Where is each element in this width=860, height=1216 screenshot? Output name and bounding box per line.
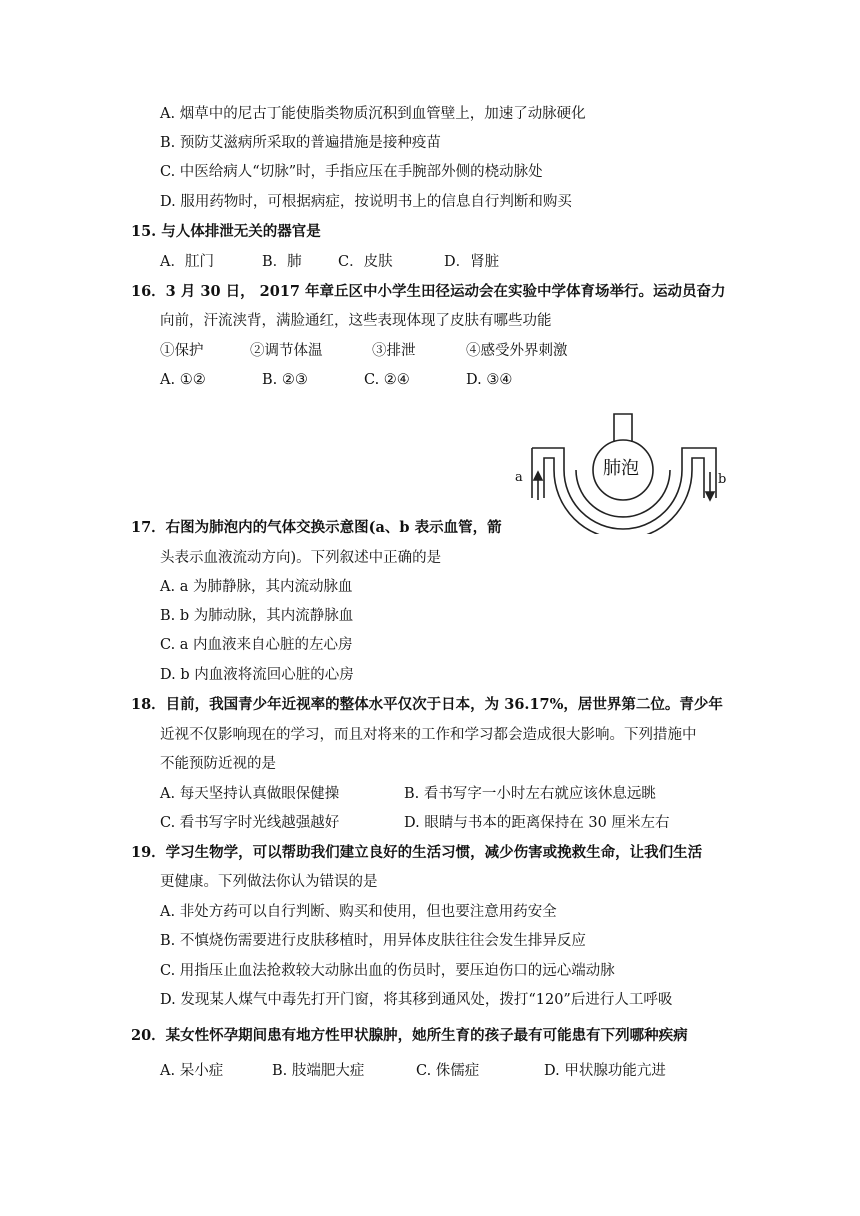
q20-option-c: C. 侏儒症 <box>416 1063 480 1079</box>
q18-option-b: B. 看书写字一小时左右就应该休息远眺 <box>404 786 656 802</box>
q14-option-b: B. 预防艾滋病所采取的普遍措施是接种疫苗 <box>160 135 441 151</box>
q17-stem-line1: 17．右图为肺泡内的气体交换示意图(a、b 表示血管，箭 <box>131 519 502 536</box>
q17-option-b: B. b 为肺动脉，其内流静脉血 <box>160 608 354 624</box>
q18-stem-line3: 不能预防近视的是 <box>160 756 276 772</box>
q17-option-c: C. a 内血液来自心脏的左心房 <box>160 637 353 653</box>
q20-option-b: B. 肢端肥大症 <box>272 1063 365 1079</box>
q20-stem: 20．某女性怀孕期间患有地方性甲状腺肿，她所生育的孩子最有可能患有下列哪种疾病 <box>131 1027 688 1044</box>
q16-stem-line1: 16．3 月 30 日， 2017 年章丘区中小学生田径运动会在实验中学体育场举行。运动员奋力 <box>131 283 726 300</box>
q15-option-c: C．皮肤 <box>338 254 393 270</box>
q17-option-d: D. b 内血液将流回心脏的心房 <box>160 667 354 683</box>
q14-option-d: D. 服用药物时，可根据病症，按说明书上的信息自行判断和购买 <box>160 194 572 210</box>
alveolus-label: 肺泡 <box>603 458 639 479</box>
q14-option-a: A. 烟草中的尼古丁能使脂类物质沉积到血管壁上，加速了动脉硬化 <box>160 106 586 122</box>
q16-stem-line2: 向前，汗流浃背，满脸通红，这些表现体现了皮肤有哪些功能 <box>160 313 552 329</box>
q16-option-c: C. ②④ <box>364 372 410 388</box>
q18-option-a: A. 每天坚持认真做眼保健操 <box>160 786 340 802</box>
q18-option-d: D. 眼睛与书本的距离保持在 30 厘米左右 <box>404 815 670 831</box>
alveolus-gas-exchange-diagram <box>510 408 732 534</box>
vessel-b-label: b <box>718 472 727 487</box>
q18-stem-line2: 近视不仅影响现在的学习，而且对将来的工作和学习都会造成很大影响。下列措施中 <box>160 727 697 743</box>
q14-option-c: C. 中医给病人“切脉”时，手指应压在手腕部外侧的桡动脉处 <box>160 164 543 180</box>
q16-option-d: D. ③④ <box>466 372 513 388</box>
q18-option-c: C. 看书写字时光线越强越好 <box>160 815 340 831</box>
q19-stem-line2: 更健康。下列做法你认为错误的是 <box>160 874 378 890</box>
q20-option-a: A. 呆小症 <box>160 1063 224 1079</box>
q19-option-c: C. 用指压止血法抢救较大动脉出血的伤员时，要压迫伤口的远心端动脉 <box>160 963 615 979</box>
q15-option-d: D．肾脏 <box>444 254 500 270</box>
q16-item-3: ③排泄 <box>372 343 416 359</box>
q16-option-a: A. ①② <box>160 372 206 388</box>
q19-stem-line1: 19．学习生物学，可以帮助我们建立良好的生活习惯，减少伤害或挽救生命，让我们生活 <box>131 844 703 861</box>
q16-item-2: ②调节体温 <box>250 343 323 359</box>
q16-item-1: ①保护 <box>160 343 204 359</box>
q20-option-d: D. 甲状腺功能亢进 <box>544 1063 666 1079</box>
q19-option-d: D. 发现某人煤气中毒先打开门窗，将其移到通风处，拨打“120”后进行人工呼吸 <box>160 992 673 1008</box>
q16-option-b: B. ②③ <box>262 372 308 388</box>
q15-option-a: A．肛门 <box>160 254 214 270</box>
q19-option-a: A. 非处方药可以自行判断、购买和使用，但也要注意用药安全 <box>160 904 557 920</box>
vessel-a-label: a <box>515 470 523 485</box>
q19-option-b: B. 不慎烧伤需要进行皮肤移植时，用异体皮肤往往会发生排异反应 <box>160 933 586 949</box>
q18-stem-line1: 18．目前，我国青少年近视率的整体水平仅次于日本，为 36.17%，居世界第二位。青少年 <box>131 696 723 713</box>
q17-option-a: A. a 为肺静脉，其内流动脉血 <box>160 579 353 595</box>
q16-item-4: ④感受外界刺激 <box>466 343 568 359</box>
q17-stem-line2: 头表示血液流动方向)。下列叙述中正确的是 <box>160 550 442 566</box>
q15-stem: 15. 与人体排泄无关的器官是 <box>131 223 321 240</box>
q15-option-b: B．肺 <box>262 254 302 270</box>
